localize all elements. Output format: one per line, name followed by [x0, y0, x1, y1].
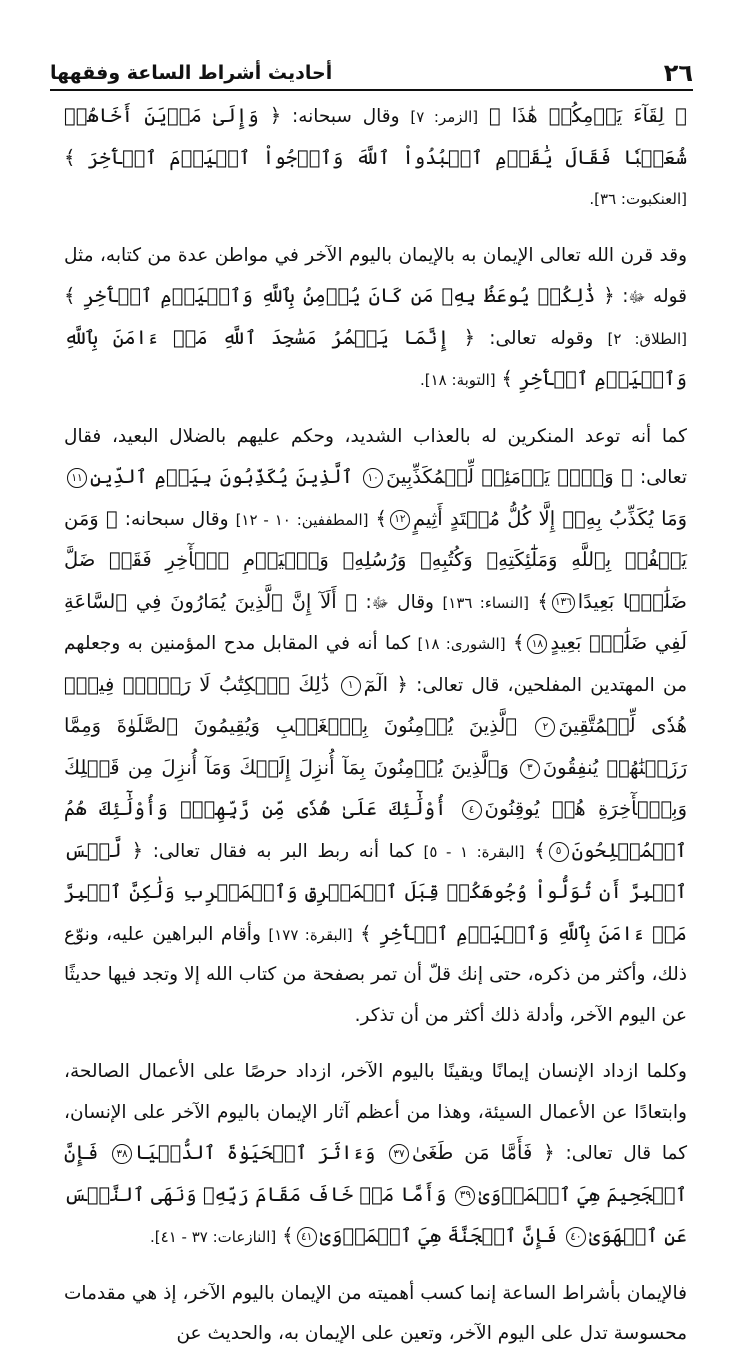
- ayah-number-marker: ٥: [549, 842, 569, 862]
- paragraph-text: وكلما ازداد الإنسان إيمانًا ويقينًا باليوم الآخر، ازداد حرصًا على الأعمال الصالحة، وابتعادًا عن الأعمال السيئة، وهذا من أعظم آثار الإيمان باليوم الآخر على الإنسان، كما قال تعالى:: [64, 1061, 688, 1164]
- quran-verse: ﴿ وَيۡلٞ يَوۡمَئِذٖ لِّلۡمُكَذِّبِينَ: [386, 465, 633, 488]
- ayah-number-marker: ٢: [535, 717, 555, 737]
- ayah-number-marker: ٣: [520, 759, 540, 779]
- verse-reference: [البقرة: ١٧٧]: [268, 925, 353, 944]
- quran-verse: ذَٰلِكَ ٱلۡكِتَٰبُ لَا رَيۡبَۛ فِيهِۛ هُدٗى لِّلۡمُتَّقِينَ: [64, 672, 688, 737]
- paragraph-text: فالإيمان بأشراط الساعة إنما كسب أهميته من الإيمان باليوم الآخر، إذ هي مقدمات محسوسة تدل على اليوم الآخر، وتعين على الإيمان به، والحديث عن: [64, 1282, 687, 1344]
- verse-reference: [العنكبوت: ٣٦].: [589, 190, 687, 208]
- ayah-number-marker: ٣٨: [112, 1144, 132, 1164]
- quran-verse: فَإِنَّ ٱلۡجَحِيمَ هِيَ ٱلۡمَأۡوَىٰ: [64, 1141, 687, 1206]
- verse-reference: [الزمر: ٧]: [410, 108, 479, 126]
- page-body: [64, 96, 687, 1355]
- verse-reference: [النساء: ١٣٦]: [442, 593, 529, 612]
- paragraph-text: وقد قرن الله تعالى الإيمان به بالإيمان باليوم الآخر في مواطن عدة من كتابه، مثل قوله: [64, 244, 687, 307]
- quran-verse: ﴿ الٓمٓ: [363, 672, 408, 696]
- paragraph-4: [64, 1052, 687, 1258]
- ayah-number-marker: ١١: [67, 468, 87, 488]
- paragraph-text: وقوله تعالى:: [475, 327, 594, 349]
- verse-close-bracket: ﴾: [375, 506, 387, 530]
- paragraph-text: :: [357, 591, 372, 613]
- page-number: ٢٦: [663, 59, 693, 87]
- paragraph-text: وقال سبحانه:: [281, 106, 400, 127]
- paragraph-text: وقال سبحانه:: [117, 508, 229, 530]
- quran-verse: ٱلَّذِينَ يُؤۡمِنُونَ بِٱلۡغَيۡبِ وَيُقِيمُونَ ٱلصَّلَوٰةَ وَمِمَّا رَزَقۡنَٰهُمۡ يُنفِقُونَ: [64, 714, 687, 779]
- quran-verse: ﴿ وَمَن يَكۡفُرۡ بِٱللَّهِ وَمَلَٰٓئِكَتِهِۦ وَكُتُبِهِۦ وَرُسُلِهِۦ وَٱلۡيَوۡمِ ٱلۡأٓخِرِ فَقَدۡ ضَلَّ ضَلَٰلَۢا بَعِيدًا: [64, 506, 687, 613]
- quran-verse: ﴿ لَّيۡسَ ٱلۡبِرَّ أَن تُوَلُّواْ وُجُوهَكُمۡ قِبَلَ ٱلۡمَشۡرِقِ وَٱلۡمَغۡرِبِ وَلَٰكِنَّ ٱلۡبِرَّ مَنۡ ءَامَنَ بِٱللَّهِ وَٱلۡيَوۡمِ ٱلۡأٓخِرِ ﴾: [64, 838, 687, 945]
- honorific-symbol: ﷻ: [628, 288, 646, 306]
- verse-reference: [التوبة: ١٨].: [420, 371, 496, 389]
- page-header: [50, 52, 693, 88]
- paragraph-1: [64, 96, 687, 220]
- quran-verse: وَءَاثَرَ ٱلۡحَيَوٰةَ ٱلدُّنۡيَا: [135, 1141, 376, 1164]
- paragraph-text: كما أنه ربط البر به فقال تعالى:: [143, 840, 414, 862]
- quran-verse: ﴿ لِقَآءَ يَوۡمِكُمۡ هَٰذَا ﴾: [488, 104, 687, 127]
- quran-verse: ﴿ ذَٰلِكُمۡ يُوعَظُ بِهِۦ مَن كَانَ يُؤۡمِنُ بِٱللَّهِ وَٱلۡيَوۡمِ ٱلۡأٓخِرِ ﴾: [64, 284, 615, 307]
- paragraph-text: كما أنه في المقابل مدح المؤمنين به وجعلهم من المهتدين المفلحين، قال تعالى:: [64, 633, 687, 696]
- ayah-number-marker: ١٠: [363, 468, 383, 488]
- honorific-symbol: ﷻ: [371, 593, 389, 612]
- ayah-number-marker: ٣٩: [455, 1186, 475, 1206]
- paragraph-text: وأقام البراهين عليه، ونوّع ذلك، وأكثر من ذكره، حتى إنك قلّ أن تمر بصفحة من كتاب الله إلا وتجد فيها حديثًا عن اليوم الآخر، وأدلة ذلك أكثر من أن تذكر.: [64, 923, 687, 1026]
- ayah-number-marker: ٤: [462, 800, 482, 820]
- paragraph-5: [64, 1274, 687, 1355]
- quran-verse: ﴿ فَأَمَّا مَن طَغَىٰ: [412, 1141, 555, 1164]
- ayah-number-marker: ١: [341, 676, 361, 696]
- ayah-number-marker: ٤٠: [566, 1227, 586, 1247]
- quran-verse: أُوْلَٰٓئِكَ عَلَىٰ هُدٗى مِّن رَّبِّهِمۡۖ وَأُوْلَٰٓئِكَ هُمُ ٱلۡمُفۡلِحُونَ: [64, 797, 687, 862]
- quran-verse: ٱلَّذِينَ يُكَذِّبُونَ بِيَوۡمِ ٱلدِّينِ: [90, 465, 353, 488]
- quran-verse: ﴿ وَإِلَىٰ مَدۡيَنَ أَخَاهُمۡ شُعَيۡبٗا فَقَالَ يَٰقَوۡمِ ٱعۡبُدُواْ ٱللَّهَ وَٱرۡجُواْ ٱلۡيَوۡمَ ٱلۡأٓخِرَ ﴾: [64, 104, 687, 169]
- ayah-number-marker: ١٢: [390, 510, 410, 530]
- header-rule: [50, 89, 693, 91]
- paragraph-2: [64, 236, 687, 401]
- quran-verse: ﴿ إِنَّمَا يَعۡمُرُ مَسَٰجِدَ ٱللَّهِ مَنۡ ءَامَنَ بِٱللَّهِ وَٱلۡيَوۡمِ ٱلۡأٓخِرِ ﴾: [64, 325, 687, 390]
- paragraph-3: [64, 417, 687, 1037]
- quran-verse: وَأَمَّا مَنۡ خَافَ مَقَامَ رَبِّهِۦ وَنَهَى ٱلنَّفۡسَ عَنِ ٱلۡهَوَىٰ: [64, 1182, 687, 1247]
- ayah-number-marker: ١٨: [527, 634, 547, 654]
- quran-verse: فَإِنَّ ٱلۡجَنَّةَ هِيَ ٱلۡمَأۡوَىٰ: [319, 1224, 557, 1247]
- verse-close-bracket: ﴾: [537, 589, 549, 613]
- paragraph-text: كما أنه توعد المنكرين له بالعذاب الشديد، وحكم عليهم بالضلال البعيد، فقال تعالى:: [64, 425, 687, 488]
- verse-reference: [الطلاق: ٢]: [607, 329, 688, 348]
- verse-reference: [النازعات: ٣٧ - ٤١].: [150, 1228, 277, 1246]
- verse-close-bracket: ﴾: [512, 631, 525, 654]
- ayah-number-marker: ١٣٦: [552, 593, 575, 613]
- verse-reference: [المطففين: ١٠ - ١٢]: [235, 510, 369, 529]
- verse-reference: [البقرة: ١ - ٥]: [423, 842, 525, 861]
- verse-close-bracket: ﴾: [534, 838, 546, 862]
- ayah-number-marker: ٣٧: [389, 1144, 409, 1164]
- quran-verse: وَمَا يُكَذِّبُ بِهِۦٓ إِلَّا كُلُّ مُعۡتَدٍ أَثِيمٍ: [412, 506, 687, 530]
- running-title: أحاديث أشراط الساعة وفقهها: [50, 62, 333, 84]
- quran-verse: وَٱلَّذِينَ يُؤۡمِنُونَ بِمَآ أُنزِلَ إِلَيۡكَ وَمَآ أُنزِلَ مِن قَبۡلِكَ وَبِٱلۡأٓخِرَةِ هُمۡ يُوقِنُونَ: [64, 755, 688, 820]
- verse-reference: [الشورى: ١٨]: [417, 635, 506, 653]
- quran-verse: ﴿ أَلَآ إِنَّ ٱلَّذِينَ يُمَارُونَ فِي ٱلسَّاعَةِ لَفِي ضَلَٰلِۭ بَعِيدٍ: [64, 589, 687, 654]
- paragraph-text: :: [614, 286, 629, 307]
- verse-close-bracket: ﴾: [282, 1224, 294, 1247]
- ayah-number-marker: ٤١: [297, 1227, 317, 1247]
- paragraph-text: وقال: [388, 591, 434, 613]
